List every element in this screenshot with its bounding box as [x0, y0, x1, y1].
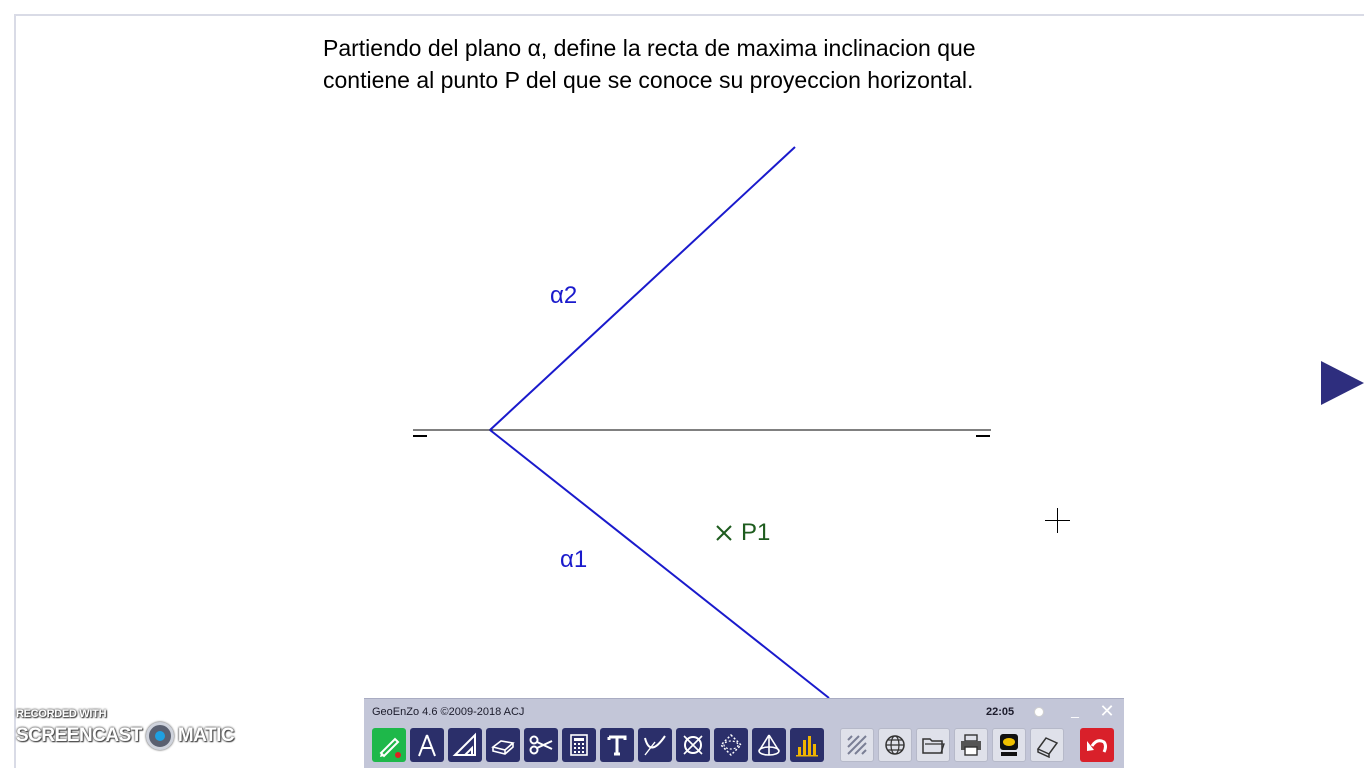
undo-icon: [1084, 732, 1110, 758]
chart-button[interactable]: [790, 728, 824, 762]
book-icon: [1034, 732, 1060, 758]
vertical-trace-label: α2: [550, 282, 578, 309]
print-icon: [958, 732, 984, 758]
intersect-button[interactable]: [676, 728, 710, 762]
pen-tool-icon: [376, 732, 402, 758]
text-tool-icon: [604, 732, 630, 758]
curve-tool-button[interactable]: [638, 728, 672, 762]
horizontal-trace-label: α1: [560, 546, 588, 573]
point-label: P1: [741, 519, 771, 546]
grid-button[interactable]: [840, 728, 874, 762]
set-square-icon: [452, 732, 478, 758]
folder-icon: [920, 732, 946, 758]
selection-button[interactable]: [714, 728, 748, 762]
text-tool-button[interactable]: [600, 728, 634, 762]
problem-line-1: Partiendo del plano α, define la recta de maxima inclinacion que: [323, 35, 976, 61]
point-marker: [717, 526, 731, 540]
pen-tool-button[interactable]: [372, 728, 406, 762]
watermark-logo-icon: [146, 722, 174, 750]
toolbar-title: GeoEnZo 4.6 ©2009-2018 ACJ: [372, 706, 525, 718]
undo-button[interactable]: [1080, 728, 1114, 762]
scissors-button[interactable]: [524, 728, 558, 762]
next-slide-arrow-icon[interactable]: [1321, 361, 1364, 405]
toolbar-status-dot-icon[interactable]: [1034, 707, 1044, 717]
geoenzo-toolbar: [364, 698, 1124, 768]
grid-icon: [844, 732, 870, 758]
solid-icon: [756, 732, 782, 758]
compass-icon: [414, 732, 440, 758]
chart-icon: [794, 732, 820, 758]
toolbar-clock: 22:05: [986, 706, 1015, 718]
close-button[interactable]: ✕: [1099, 701, 1115, 721]
compass-button[interactable]: [410, 728, 444, 762]
crosshair-cursor-icon: [1045, 508, 1070, 533]
matdid-button[interactable]: [992, 728, 1026, 762]
watermark-small-text: RECORDED WITH: [16, 708, 107, 720]
watermark-left-text: SCREENCAST: [16, 725, 142, 746]
eraser-button[interactable]: [486, 728, 520, 762]
print-button[interactable]: [954, 728, 988, 762]
watermark-right-text: MATIC: [177, 725, 235, 746]
intersect-icon: [680, 732, 706, 758]
book-button[interactable]: [1030, 728, 1064, 762]
horizontal-trace-line: [490, 430, 829, 698]
solid-button[interactable]: [752, 728, 786, 762]
curve-tool-icon: [642, 732, 668, 758]
eraser-icon: [490, 732, 516, 758]
vertical-trace-line: [490, 147, 795, 430]
minimize-button[interactable]: _: [1071, 702, 1079, 718]
selection-icon: [718, 732, 744, 758]
folder-button[interactable]: [916, 728, 950, 762]
screencast-watermark: [16, 708, 234, 750]
problem-line-2: contiene al punto P del que se conoce su proyeccion horizontal.: [323, 67, 974, 93]
scissors-icon: [528, 732, 554, 758]
calculator-icon: [566, 732, 592, 758]
set-square-button[interactable]: [448, 728, 482, 762]
globe-button[interactable]: [878, 728, 912, 762]
globe-icon: [882, 732, 908, 758]
matdid-icon: [996, 732, 1022, 758]
calculator-button[interactable]: [562, 728, 596, 762]
